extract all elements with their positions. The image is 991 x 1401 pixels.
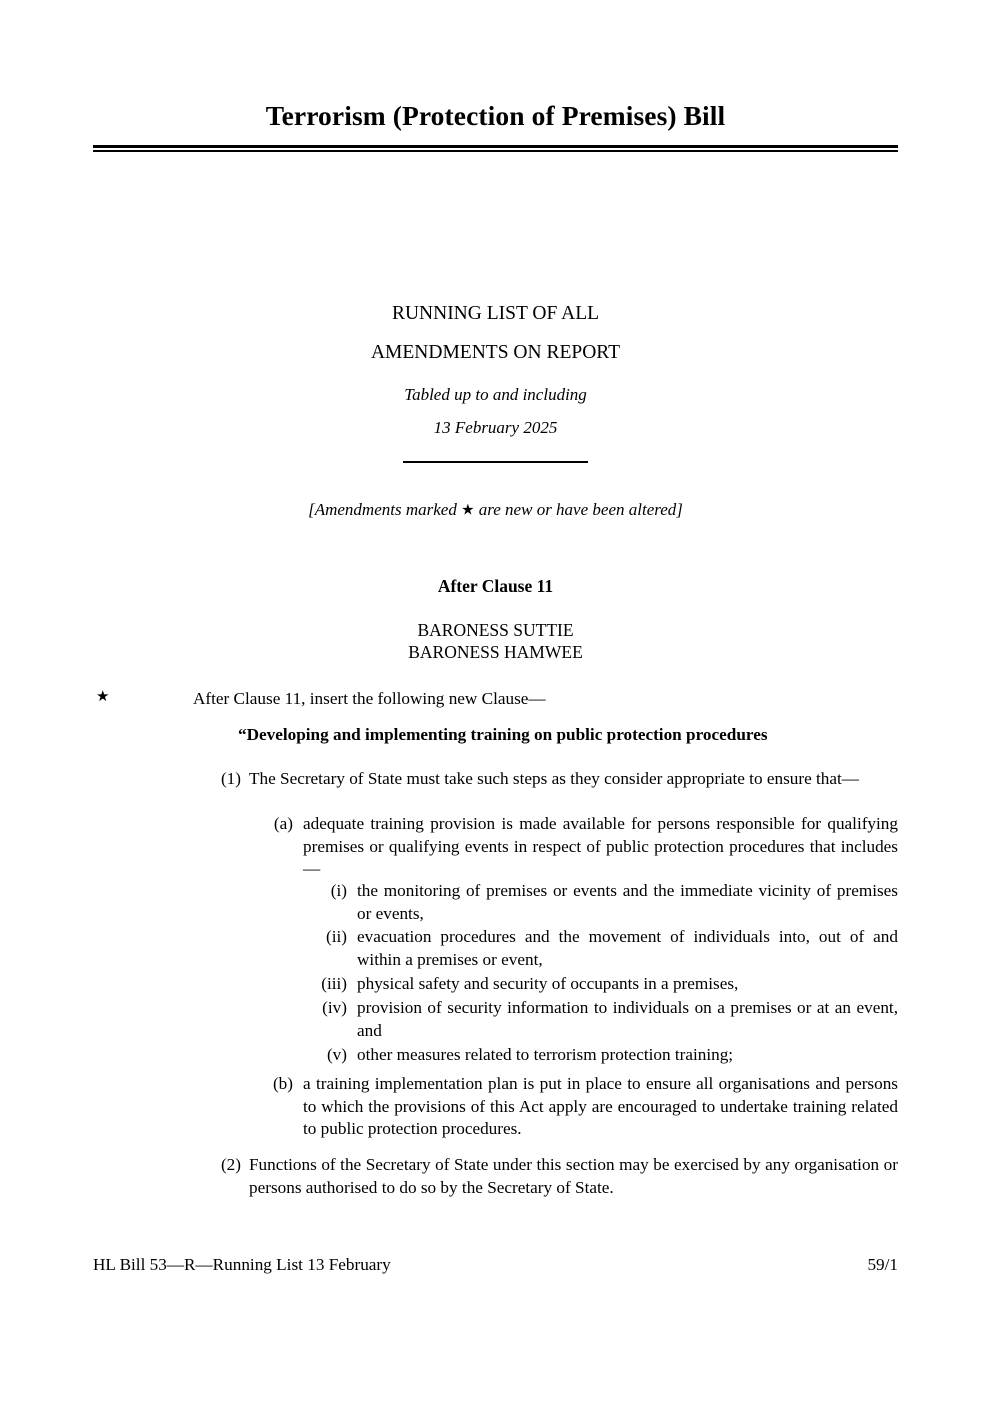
page-title: Terrorism (Protection of Premises) Bill: [265, 100, 726, 131]
footer-page-number: 59/1: [867, 1255, 898, 1274]
paragraph-marker: (2): [220, 1155, 241, 1174]
subparagraph-text: adequate training provision is made available for persons responsible for qualifying premises or qualifying events in respect of public protection procedures that includes—: [303, 814, 898, 879]
running-list-line-1: RUNNING LIST OF ALL: [391, 303, 600, 324]
paragraph-item: [205, 768, 898, 791]
title-divider-thin-rule: [93, 150, 898, 152]
title-divider: [93, 145, 898, 152]
paragraph-item: [205, 1154, 898, 1199]
header-separator-rule: [403, 461, 588, 463]
running-list-line-2: AMENDMENTS ON REPORT: [370, 342, 621, 363]
subparagraph-text: a training implementation plan is put in place to ensure all organisations and persons to which the provisions of this Act apply are encouraged to undertake training related to public protection procedures.: [303, 1074, 898, 1139]
clause-item: [305, 880, 898, 925]
subparagraph-item: [255, 813, 898, 881]
amendment-star-icon: ★: [96, 689, 110, 705]
tabled-date: 13 February 2025: [433, 418, 558, 437]
subparagraph-marker: (a): [273, 814, 293, 833]
paragraph-text: The Secretary of State must take such steps as they consider appropriate to ensure that—: [249, 769, 859, 788]
amendment-instruction: After Clause 11, insert the following new Clause—: [193, 689, 546, 708]
clause-item-marker: (iv): [322, 998, 347, 1017]
clause-item-marker: (i): [330, 881, 347, 900]
clause-item: [305, 973, 898, 996]
paragraph-marker: (1): [220, 769, 241, 788]
footer-bill-reference: HL Bill 53—R—Running List 13 February: [93, 1255, 391, 1274]
clause-item-marker: (iii): [321, 974, 347, 993]
clause-item-text: the monitoring of premises or events and the immediate vicinity of premises or events,: [357, 881, 898, 923]
marked-note-prefix: [Amendments marked: [308, 500, 462, 519]
paragraph-text: Functions of the Secretary of State under this section may be exercised by any organisation or persons authorised to do so by the Secretary of State.: [249, 1155, 898, 1197]
clause-item-marker: (v): [326, 1045, 347, 1064]
clause-item: [305, 926, 898, 971]
clause-item-text: provision of security information to individuals on a premises or at an event, and: [357, 998, 898, 1040]
clause-item-text: evacuation procedures and the movement of individuals into, out of and within a premises or event,: [357, 927, 898, 969]
tabled-label: Tabled up to and including: [404, 385, 587, 404]
subparagraph-marker: (b): [272, 1074, 293, 1093]
amendments-marked-note: [93, 500, 898, 520]
page-footer: [93, 1255, 898, 1275]
clause-item: [305, 997, 898, 1042]
clause-item: [305, 1044, 898, 1067]
section-heading: After Clause 11: [437, 576, 554, 596]
clause-item-text: physical safety and security of occupants in a premises,: [357, 974, 739, 993]
new-clause-heading: “Developing and implementing training on public protection procedures: [238, 725, 768, 744]
clause-item-text: other measures related to terrorism protection training;: [357, 1045, 734, 1064]
sponsor-name: BARONESS HAMWEE: [408, 642, 583, 662]
marked-note-suffix: are new or have been altered]: [474, 500, 683, 519]
subparagraph-item: [255, 1073, 898, 1141]
star-icon: ★: [461, 502, 475, 519]
sponsor-name: BARONESS SUTTIE: [417, 620, 574, 640]
clause-item-marker: (ii): [326, 927, 347, 946]
